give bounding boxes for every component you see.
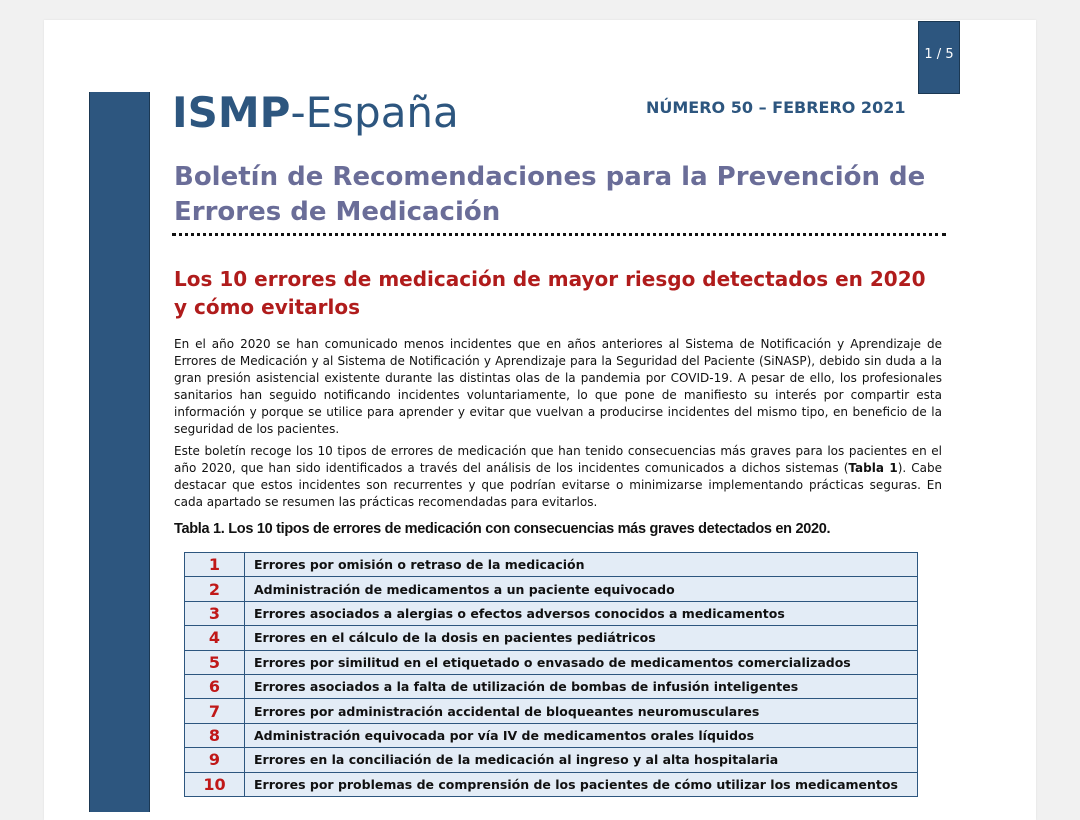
row-number: 5 bbox=[185, 650, 245, 674]
row-number: 10 bbox=[185, 772, 245, 796]
intro-paragraph: En el año 2020 se han comunicado menos incidentes que en años anteriores al Sistema de Notificación y Aprendizaje de Errores de Medicación y al Sistema de Notificación y Aprendizaje para la Seguridad del Paciente (SiNASP), debido sin duda a la gran presión asistencial existente durante las distintas olas de la pandemia por COVID-19. A pesar de ello, los profesionales sanitarios han seguido notificando incidentes voluntariamente, lo que pone de manifiesto su interés por compartir esta información y porque se utilice para aprender y evitar que vuelvan a producirse incidentes del mismo tipo, en beneficio de la seguridad de los pacientes. bbox=[174, 337, 942, 436]
table-row bbox=[185, 723, 918, 747]
summary-paragraph bbox=[174, 443, 942, 511]
dotted-divider bbox=[172, 233, 946, 236]
row-number: 3 bbox=[185, 601, 245, 625]
row-description: Administración de medicamentos a un paciente equivocado bbox=[245, 577, 918, 601]
table-row bbox=[185, 772, 918, 796]
table-row bbox=[185, 699, 918, 723]
page-indicator: 1 / 5 bbox=[918, 21, 960, 94]
row-description: Errores por problemas de comprensión de los pacientes de cómo utilizar los medicamentos bbox=[245, 772, 918, 796]
table-row bbox=[185, 577, 918, 601]
row-number: 9 bbox=[185, 748, 245, 772]
table-row bbox=[185, 650, 918, 674]
row-description: Errores por omisión o retraso de la medicación bbox=[245, 553, 918, 577]
ismp-logo bbox=[172, 88, 459, 138]
row-number: 1 bbox=[185, 553, 245, 577]
row-description: Errores por administración accidental de bloqueantes neuromusculares bbox=[245, 699, 918, 723]
table-row bbox=[185, 748, 918, 772]
summary-text-before: Este boletín recoge los 10 tipos de errores de medicación que han tenido consecuencias más graves para los pacientes en el año 2020, que han sido identificados a través del análisis de los incidentes comunicados a dichos sistemas ( bbox=[174, 444, 942, 475]
row-number: 6 bbox=[185, 674, 245, 698]
issue-number: NÚMERO 50 – FEBRERO 2021 bbox=[646, 98, 906, 117]
row-number: 4 bbox=[185, 626, 245, 650]
logo-rest-text: -España bbox=[290, 88, 459, 137]
table-row bbox=[185, 601, 918, 625]
table-reference-link: Tabla 1 bbox=[848, 461, 898, 475]
row-number: 7 bbox=[185, 699, 245, 723]
row-description: Errores en el cálculo de la dosis en pacientes pediátricos bbox=[245, 626, 918, 650]
table-row bbox=[185, 626, 918, 650]
table-row bbox=[185, 553, 918, 577]
row-description: Errores por similitud en el etiquetado o envasado de medicamentos comercializados bbox=[245, 650, 918, 674]
errors-table bbox=[184, 552, 918, 797]
logo-bold-text: ISMP bbox=[172, 88, 291, 137]
row-description: Errores asociados a la falta de utilización de bombas de infusión inteligentes bbox=[245, 674, 918, 698]
row-number: 8 bbox=[185, 723, 245, 747]
row-description: Errores asociados a alergias o efectos adversos conocidos a medicamentos bbox=[245, 601, 918, 625]
article-title: Los 10 errores de medicación de mayor riesgo detectados en 2020 y cómo evitarlos bbox=[174, 267, 926, 319]
decorative-sidebar-bar bbox=[89, 92, 150, 812]
row-description: Administración equivocada por vía IV de medicamentos orales líquidos bbox=[245, 723, 918, 747]
row-number: 2 bbox=[185, 577, 245, 601]
table-row bbox=[185, 674, 918, 698]
row-description: Errores en la conciliación de la medicación al ingreso y al alta hospitalaria bbox=[245, 748, 918, 772]
table-caption: Tabla 1. Los 10 tipos de errores de medicación con consecuencias más graves detectados en 2020. bbox=[174, 521, 831, 537]
bulletin-title: Boletín de Recomendaciones para la Prevención de Errores de Medicación bbox=[174, 162, 926, 227]
summary-text-after: ). Cabe destacar que estos incidentes son recurrentes y que podrían evitarse o minimizarse implementando prácticas seguras. En cada apartado se resumen las prácticas recomendadas para evitarlos. bbox=[174, 461, 942, 509]
